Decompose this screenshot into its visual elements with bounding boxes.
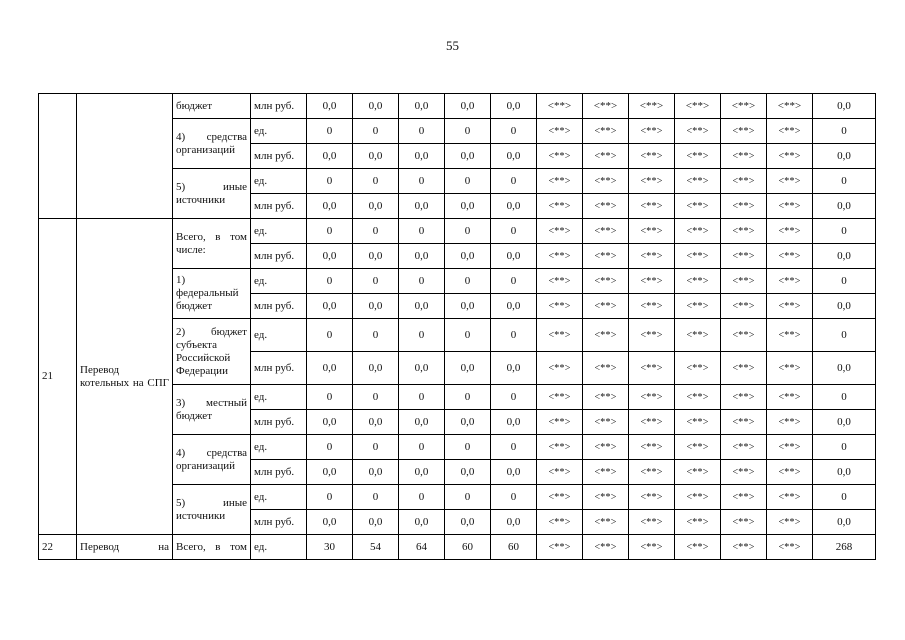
value-cell: 0 [813, 169, 876, 194]
value-cell: 0 [445, 485, 491, 510]
value-cell: 268 [813, 535, 876, 560]
value-cell: <**> [721, 352, 767, 385]
page-number: 55 [446, 38, 459, 53]
value-cell: <**> [675, 294, 721, 319]
value-cell: <**> [675, 194, 721, 219]
unit-cell: млн руб. [251, 410, 307, 435]
value-cell: <**> [767, 244, 813, 269]
value-cell: 0 [813, 269, 876, 294]
value-cell: <**> [537, 144, 583, 169]
value-cell: <**> [629, 94, 675, 119]
value-cell: 0,0 [307, 460, 353, 485]
value-cell: 0,0 [813, 352, 876, 385]
value-cell: 0 [307, 435, 353, 460]
value-cell: <**> [767, 352, 813, 385]
value-cell: 0 [399, 119, 445, 144]
value-cell: <**> [583, 294, 629, 319]
value-cell: 0,0 [399, 352, 445, 385]
table-row [39, 535, 876, 560]
unit-cell: ед. [251, 219, 307, 244]
value-cell: <**> [583, 119, 629, 144]
value-cell: <**> [583, 460, 629, 485]
value-cell: 0 [445, 319, 491, 352]
value-cell: <**> [629, 119, 675, 144]
value-cell: <**> [675, 319, 721, 352]
value-cell: <**> [537, 410, 583, 435]
value-cell: <**> [721, 119, 767, 144]
value-cell: 0,0 [445, 94, 491, 119]
value-cell: 0,0 [353, 294, 399, 319]
value-cell: <**> [583, 169, 629, 194]
value-cell: <**> [537, 244, 583, 269]
value-cell: <**> [721, 319, 767, 352]
value-cell: 0 [491, 119, 537, 144]
value-cell: 0,0 [491, 410, 537, 435]
value-cell: <**> [721, 144, 767, 169]
source-cell: Всего, в том числе: [173, 219, 251, 269]
value-cell: 0,0 [353, 194, 399, 219]
value-cell: <**> [583, 219, 629, 244]
value-cell: 0 [353, 485, 399, 510]
value-cell: 0 [353, 319, 399, 352]
value-cell: <**> [537, 319, 583, 352]
value-cell: <**> [721, 385, 767, 410]
source-cell: 1) федеральный бюджет [173, 269, 251, 319]
value-cell: 0,0 [353, 94, 399, 119]
value-cell: 0,0 [307, 410, 353, 435]
value-cell: <**> [583, 385, 629, 410]
value-cell: 0 [813, 435, 876, 460]
value-cell: <**> [721, 244, 767, 269]
value-cell: <**> [629, 385, 675, 410]
value-cell: 0,0 [307, 194, 353, 219]
value-cell: 0,0 [353, 244, 399, 269]
value-cell: <**> [767, 294, 813, 319]
value-cell: 0,0 [813, 144, 876, 169]
value-cell: 0 [353, 269, 399, 294]
value-cell: <**> [583, 194, 629, 219]
value-cell: <**> [675, 119, 721, 144]
source-cell: 2) бюджет субъекта Российской Федерации [173, 319, 251, 385]
value-cell: 0,0 [813, 294, 876, 319]
value-cell: 0,0 [491, 294, 537, 319]
value-cell: <**> [767, 535, 813, 560]
value-cell: 0 [813, 319, 876, 352]
value-cell: 0,0 [445, 410, 491, 435]
value-cell: 0,0 [445, 460, 491, 485]
value-cell: <**> [675, 352, 721, 385]
value-cell: <**> [583, 485, 629, 510]
data-table [38, 93, 876, 560]
value-cell: <**> [675, 144, 721, 169]
value-cell: <**> [583, 535, 629, 560]
value-cell: 0,0 [813, 460, 876, 485]
value-cell: 0 [353, 435, 399, 460]
unit-cell: ед. [251, 485, 307, 510]
value-cell: <**> [537, 385, 583, 410]
value-cell: <**> [629, 535, 675, 560]
value-cell: <**> [629, 294, 675, 319]
value-cell: 0,0 [491, 352, 537, 385]
value-cell: 0,0 [399, 410, 445, 435]
value-cell: <**> [767, 194, 813, 219]
unit-cell: ед. [251, 385, 307, 410]
value-cell: 0,0 [491, 94, 537, 119]
value-cell: <**> [767, 510, 813, 535]
value-cell: 0,0 [399, 510, 445, 535]
value-cell: 0,0 [491, 194, 537, 219]
value-cell: 0 [445, 169, 491, 194]
value-cell: <**> [721, 169, 767, 194]
value-cell: <**> [767, 435, 813, 460]
value-cell: 0 [491, 169, 537, 194]
unit-cell: млн руб. [251, 194, 307, 219]
value-cell: 0,0 [399, 460, 445, 485]
value-cell: <**> [583, 244, 629, 269]
value-cell: <**> [721, 460, 767, 485]
value-cell: 0,0 [445, 352, 491, 385]
value-cell: 0,0 [399, 244, 445, 269]
value-cell: <**> [675, 219, 721, 244]
value-cell: <**> [537, 535, 583, 560]
value-cell: <**> [721, 269, 767, 294]
value-cell: 0,0 [353, 460, 399, 485]
value-cell: <**> [629, 510, 675, 535]
value-cell: 0,0 [307, 352, 353, 385]
value-cell: <**> [583, 352, 629, 385]
unit-cell: ед. [251, 535, 307, 560]
value-cell: <**> [583, 410, 629, 435]
source-cell: 4) средства организаций [173, 435, 251, 485]
value-cell: 0,0 [399, 144, 445, 169]
value-cell: 0 [399, 269, 445, 294]
value-cell: 0,0 [307, 294, 353, 319]
value-cell: <**> [583, 435, 629, 460]
value-cell: 0,0 [399, 294, 445, 319]
value-cell: <**> [721, 485, 767, 510]
value-cell: 0,0 [353, 144, 399, 169]
value-cell: <**> [675, 385, 721, 410]
value-cell: 0,0 [307, 144, 353, 169]
value-cell: 0,0 [491, 510, 537, 535]
value-cell: <**> [629, 144, 675, 169]
value-cell: <**> [583, 94, 629, 119]
value-cell: 0,0 [813, 510, 876, 535]
value-cell: 0 [491, 385, 537, 410]
value-cell: 0,0 [813, 244, 876, 269]
value-cell: 60 [445, 535, 491, 560]
value-cell: <**> [629, 269, 675, 294]
unit-cell: млн руб. [251, 144, 307, 169]
unit-cell: ед. [251, 169, 307, 194]
value-cell: <**> [721, 510, 767, 535]
value-cell: <**> [675, 460, 721, 485]
unit-cell: млн руб. [251, 510, 307, 535]
value-cell: <**> [629, 319, 675, 352]
value-cell: 0 [307, 269, 353, 294]
value-cell: 0,0 [813, 194, 876, 219]
value-cell: 0 [353, 119, 399, 144]
value-cell: <**> [537, 169, 583, 194]
source-cell: 5) иные источники [173, 485, 251, 535]
value-cell: 0,0 [307, 510, 353, 535]
value-cell: 0 [399, 485, 445, 510]
unit-cell: млн руб. [251, 294, 307, 319]
source-cell: 3) местный бюджет [173, 385, 251, 435]
value-cell: 0,0 [813, 410, 876, 435]
value-cell: <**> [537, 294, 583, 319]
value-cell: 0,0 [353, 510, 399, 535]
value-cell: <**> [537, 510, 583, 535]
value-cell: <**> [721, 535, 767, 560]
value-cell: <**> [537, 94, 583, 119]
value-cell: <**> [629, 219, 675, 244]
item-name-cell: Перевод котельных на СПГ [77, 219, 173, 535]
value-cell: <**> [767, 94, 813, 119]
value-cell: <**> [675, 94, 721, 119]
value-cell: 0,0 [445, 294, 491, 319]
value-cell: 0 [307, 119, 353, 144]
value-cell: <**> [767, 460, 813, 485]
value-cell: 0 [399, 219, 445, 244]
value-cell: <**> [767, 144, 813, 169]
value-cell: 0 [353, 219, 399, 244]
value-cell: <**> [537, 269, 583, 294]
value-cell: <**> [767, 485, 813, 510]
value-cell: <**> [629, 485, 675, 510]
value-cell: 0,0 [307, 94, 353, 119]
value-cell: 0,0 [491, 144, 537, 169]
value-cell: <**> [675, 485, 721, 510]
value-cell: <**> [721, 410, 767, 435]
source-cell: 4) средства организаций [173, 119, 251, 169]
source-cell: 5) иные источники [173, 169, 251, 219]
value-cell: 0,0 [353, 352, 399, 385]
value-cell: <**> [721, 435, 767, 460]
unit-cell: млн руб. [251, 352, 307, 385]
value-cell: <**> [767, 269, 813, 294]
value-cell: 0,0 [445, 144, 491, 169]
value-cell: 0 [399, 319, 445, 352]
value-cell: 0,0 [813, 94, 876, 119]
value-cell: 0 [813, 385, 876, 410]
value-cell: <**> [721, 194, 767, 219]
unit-cell: ед. [251, 435, 307, 460]
value-cell: <**> [721, 94, 767, 119]
value-cell: <**> [629, 169, 675, 194]
value-cell: <**> [537, 219, 583, 244]
value-cell: <**> [767, 219, 813, 244]
value-cell: <**> [583, 510, 629, 535]
item-name-cell [77, 94, 173, 219]
value-cell: <**> [537, 352, 583, 385]
value-cell: <**> [537, 460, 583, 485]
value-cell: <**> [629, 435, 675, 460]
unit-cell: ед. [251, 119, 307, 144]
value-cell: 0 [445, 269, 491, 294]
value-cell: 0 [399, 385, 445, 410]
unit-cell: млн руб. [251, 94, 307, 119]
value-cell: 0 [491, 435, 537, 460]
value-cell: 0 [813, 219, 876, 244]
value-cell: 54 [353, 535, 399, 560]
value-cell: 0,0 [491, 244, 537, 269]
value-cell: 0 [307, 385, 353, 410]
unit-cell: ед. [251, 319, 307, 352]
value-cell: 0 [445, 385, 491, 410]
value-cell: 0,0 [491, 460, 537, 485]
source-cell: бюджет [173, 94, 251, 119]
table-row [39, 219, 876, 244]
value-cell: 0,0 [445, 510, 491, 535]
value-cell: <**> [675, 269, 721, 294]
value-cell: <**> [583, 319, 629, 352]
value-cell: 60 [491, 535, 537, 560]
value-cell: 0,0 [399, 194, 445, 219]
value-cell: <**> [675, 535, 721, 560]
value-cell: 0 [307, 319, 353, 352]
value-cell: <**> [629, 352, 675, 385]
source-cell: Всего, в том [173, 535, 251, 560]
value-cell: 0 [445, 435, 491, 460]
item-number-cell: 22 [39, 535, 77, 560]
value-cell: <**> [767, 410, 813, 435]
value-cell: 0 [491, 269, 537, 294]
value-cell: <**> [629, 194, 675, 219]
value-cell: <**> [721, 294, 767, 319]
value-cell: 0 [445, 119, 491, 144]
value-cell: <**> [583, 144, 629, 169]
value-cell: 0 [813, 119, 876, 144]
value-cell: 0,0 [399, 94, 445, 119]
value-cell: <**> [767, 169, 813, 194]
value-cell: 0 [399, 435, 445, 460]
value-cell: <**> [537, 435, 583, 460]
value-cell: 0 [353, 169, 399, 194]
table-row [39, 94, 876, 119]
value-cell: 0,0 [307, 244, 353, 269]
value-cell: <**> [675, 244, 721, 269]
value-cell: 0 [491, 319, 537, 352]
value-cell: <**> [767, 119, 813, 144]
item-number-cell [39, 94, 77, 219]
value-cell: 0,0 [445, 244, 491, 269]
value-cell: <**> [537, 485, 583, 510]
value-cell: 0,0 [445, 194, 491, 219]
value-cell: 0 [813, 485, 876, 510]
value-cell: 64 [399, 535, 445, 560]
value-cell: 0 [307, 219, 353, 244]
value-cell: <**> [629, 460, 675, 485]
value-cell: <**> [537, 194, 583, 219]
value-cell: 0 [307, 485, 353, 510]
item-name-cell: Перевод на [77, 535, 173, 560]
value-cell: <**> [629, 410, 675, 435]
value-cell: 0,0 [353, 410, 399, 435]
value-cell: 0 [491, 485, 537, 510]
value-cell: <**> [675, 435, 721, 460]
value-cell: 0 [399, 169, 445, 194]
value-cell: 0 [445, 219, 491, 244]
value-cell: 0 [307, 169, 353, 194]
value-cell: <**> [721, 219, 767, 244]
value-cell: 0 [491, 219, 537, 244]
value-cell: <**> [583, 269, 629, 294]
value-cell: 30 [307, 535, 353, 560]
value-cell: <**> [675, 410, 721, 435]
item-number-cell: 21 [39, 219, 77, 535]
unit-cell: млн руб. [251, 244, 307, 269]
value-cell: <**> [675, 169, 721, 194]
value-cell: <**> [629, 244, 675, 269]
value-cell: <**> [767, 385, 813, 410]
unit-cell: ед. [251, 269, 307, 294]
value-cell: 0 [353, 385, 399, 410]
unit-cell: млн руб. [251, 460, 307, 485]
value-cell: <**> [675, 510, 721, 535]
value-cell: <**> [767, 319, 813, 352]
value-cell: <**> [537, 119, 583, 144]
